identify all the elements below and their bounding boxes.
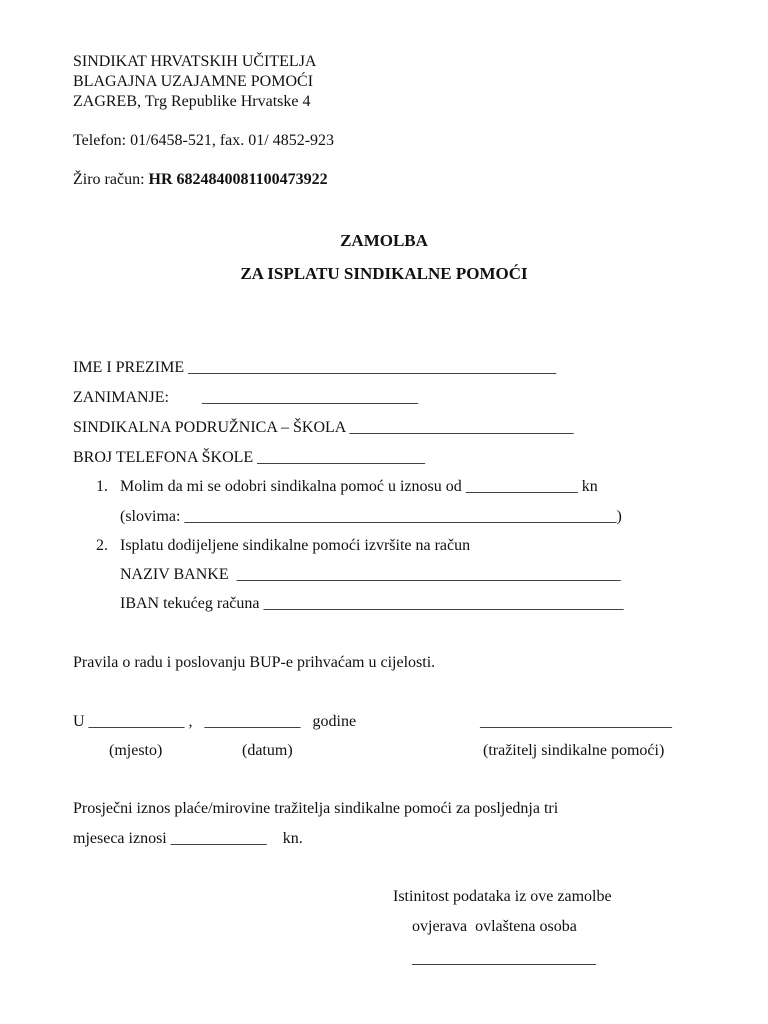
applicant-caption: (tražitelj sindikalne pomoći) [483,742,665,759]
amount-in-words-line[interactable]: (slovima: ______________________________________________________) [120,508,622,525]
verification-signature-line[interactable]: _______________________ [412,950,596,967]
place-caption: (mjesto) [109,742,163,759]
occupation-field[interactable]: ___________________________ [202,389,418,406]
date-caption: (datum) [242,742,293,759]
account-number: HR 6824840081100473922 [148,171,328,188]
item-number: 2. [96,537,108,554]
verification-authority: ovjerava ovlaštena osoba [412,918,577,935]
salary-text: Prosječni iznos plaće/mirovine tražitelja sindikalne pomoći za posljednja tri [73,800,559,817]
phone-line: Telefon: 01/6458-521, fax. 01/ 4852-923 [73,132,335,149]
item-number: 1. [96,478,108,495]
fund-name: BLAGAJNA UZAJAMNE POMOĆI [73,73,314,90]
bank-name-field[interactable]: NAZIV BANKE ________________________________________________ [120,566,621,583]
salary-amount-line[interactable]: mjeseca iznosi ____________ kn. [73,830,303,847]
rules-acceptance: Pravila o radu i poslovanju BUP-e prihvaćam u cijelosti. [73,654,436,671]
applicant-signature-line[interactable]: ________________________ [480,713,672,730]
school-phone-field[interactable]: BROJ TELEFONA ŠKOLE _____________________ [73,449,426,466]
page-subtitle: ZA ISPLATU SINDIKALNE POMOĆI [240,264,528,283]
amount-request-line[interactable]: Molim da mi se odobri sindikalna pomoć u iznosu od ______________ kn [120,478,598,495]
name-field[interactable]: IME I PREZIME ______________________________________________ [73,359,557,376]
payment-instruction: Isplatu dodijeljene sindikalne pomoći izvršite na račun [120,537,471,554]
org-name: SINDIKAT HRVATSKIH UČITELJA [73,53,317,70]
place-date-line[interactable]: U ____________ , ____________ godine [73,713,357,730]
page-title: ZAMOLBA [340,231,428,250]
verification-text: Istinitost podataka iz ove zamolbe [393,888,612,905]
occupation-label: ZANIMANJE: [73,389,169,406]
iban-field[interactable]: IBAN tekućeg računa _____________________________________________ [120,595,624,612]
address: ZAGREB, Trg Republike Hrvatske 4 [73,93,311,110]
account-line [73,170,328,190]
branch-field[interactable]: SINDIKALNA PODRUŽNICA – ŠKOLA ____________________________ [73,419,574,436]
account-label: Žiro račun: [73,171,149,188]
